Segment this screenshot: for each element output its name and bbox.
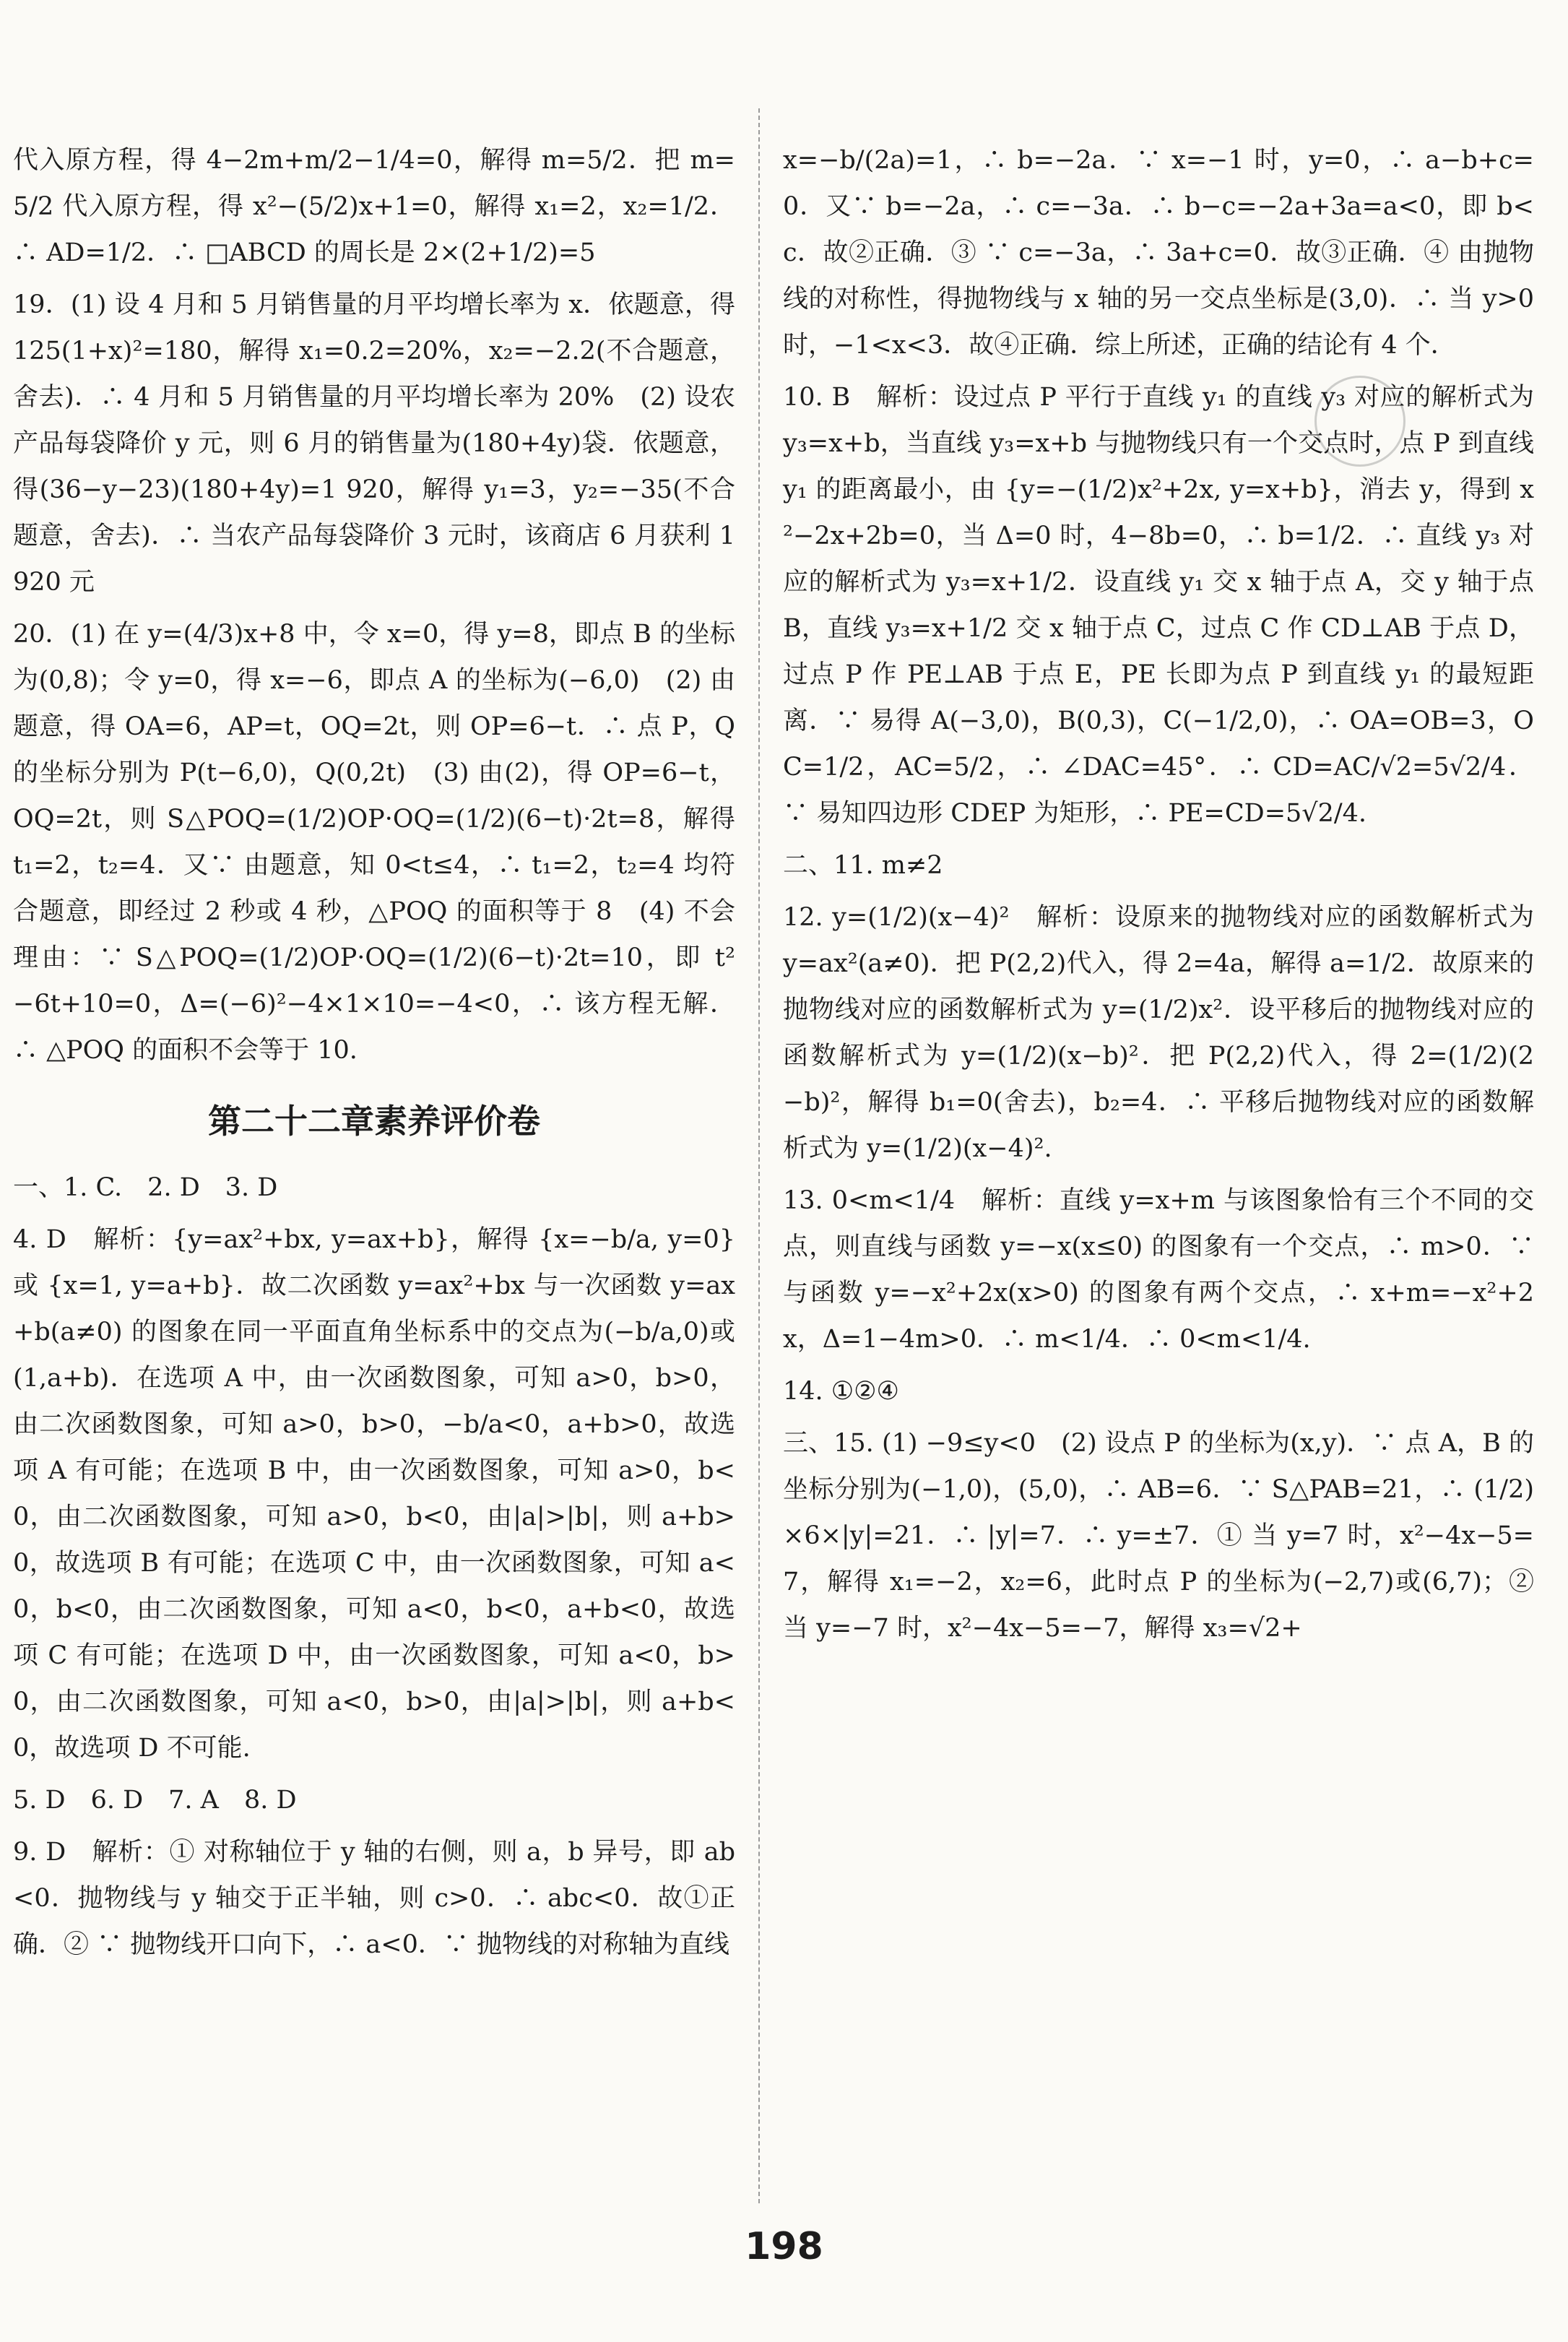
answer-paragraph: 13. 0<m<1/4 解析：直线 y=x+m 与该图象恰有三个不同的交点，则直线与函数 y=−x(x≤0) 的图象有一个交点，∴ m>0．∵ 与函数 y=−x²+2x(x>0) 的图象有两个交点，∴ x+m=−x²+2x，Δ=1−4m>0．∴ m<1/4．∴ 0<m<1/4.: [783, 1186, 1534, 1354]
chapter-heading: 第二十二章素养评价卷: [208, 1102, 540, 1141]
answer-paragraph: 10. B 解析：设过点 P 平行于直线 y₁ 的直线 y₃ 对应的解析式为 y₃=x+b，当直线 y₃=x+b 与抛物线只有一个交点时，点 P 到直线 y₁ 的距离最小，由 {y=−(1/2)x²+2x, y=x+b}，消去 y，得到 x²−2x+2b=0，当 Δ=0 时，4−8b=0，∴ b=1/2．∴ 直线 y₃ 对应的解析式为 y₃=x+1/2．设直线 y₁ 交 x 轴于点 A，交 y 轴于点 B，直线 y₃=x+1/2 交 x 轴于点 C，过点 C 作 CD⊥AB 于点 D，过点 P 作 PE⊥AB 于点 E，PE 长即为点 P 到直线 y₁ 的最短距离．∵ 易得 A(−3,0)，B(0,3)，C(−1/2,0)，∴ OA=OB=3，OC=1/2，AC=5/2，∴ ∠DAC=45°．∴ CD=AC/√2=5√2/4．∵ 易知四边形 CDEP 为矩形，∴ PE=CD=5√2/4.: [783, 383, 1534, 828]
page-number: 198: [745, 2225, 823, 2268]
column-divider: [758, 108, 760, 2203]
answer-paragraph: 4. D 解析：{y=ax²+bx, y=ax+b}，解得 {x=−b/a, y=0} 或 {x=1, y=a+b}．故二次函数 y=ax²+bx 与一次函数 y=ax+b(a≠0) 的图象在同一平面直角坐标系中的交点为(−b/a,0)或(1,a+b)．在选项 A 中，由一次函数图象，可知 a>0，b>0，由二次函数图象，可知 a>0，b>0，−b/a<0，a+b>0，故选项 A 有可能；在选项 B 中，由一次函数图象，可知 a>0，b<0，由二次函数图象，可知 a>0，b<0，由|a|>|b|，则 a+b>0，故选项 B 有可能；在选项 C 中，由一次函数图象，可知 a<0，b<0，由二次函数图象，可知 a<0，b<0，a+b<0，故选项 C 有可能；在选项 D 中，由一次函数图象，可知 a<0，b>0，由二次函数图象，可知 a<0，b>0，由|a|>|b|，则 a+b<0，故选项 D 不可能.: [13, 1225, 735, 1763]
answer-paragraph: 二、11. m≠2: [783, 851, 943, 880]
answer-paragraph: 14. ①②④: [783, 1377, 899, 1406]
answer-paragraph: 一、1. C. 2. D 3. D: [13, 1173, 278, 1202]
left-column: [13, 137, 761, 1974]
answer-paragraph: 12. y=(1/2)(x−4)² 解析：设原来的抛物线对应的函数解析式为 y=ax²(a≠0)．把 P(2,2)代入，得 2=4a，解得 a=1/2．故原来的抛物线对应的函数解析式为 y=(1/2)x²．设平移后的抛物线对应的函数解析式为 y=(1/2)(x−b)²．把 P(2,2)代入，得 2=(1/2)(2−b)²，解得 b₁=0(舍去)，b₂=4．∴ 平移后抛物线对应的函数解析式为 y=(1/2)(x−4)².: [783, 903, 1534, 1163]
answer-paragraph: x=−b/(2a)=1，∴ b=−2a．∵ x=−1 时，y=0，∴ a−b+c=0．又∵ b=−2a，∴ c=−3a．∴ b−c=−2a+3a=a<0，即 b<c．故②正确．③ ∵ c=−3a，∴ 3a+c=0．故③正确．④ 由抛物线的对称性，得抛物线与 x 轴的另一交点坐标是(3,0)．∴ 当 y>0 时，−1<x<3．故④正确．综上所述，正确的结论有 4 个．: [783, 146, 1534, 360]
right-column: [783, 137, 1534, 1657]
answer-paragraph: 20．(1) 在 y=(4/3)x+8 中，令 x=0，得 y=8，即点 B 的坐标为(0,8)；令 y=0，得 x=−6，即点 A 的坐标为(−6,0) (2) 由题意，得 OA=6，AP=t，OQ=2t，则 OP=6−t．∴ 点 P，Q 的坐标分别为 P(t−6,0)，Q(0,2t) (3) 由(2)，得 OP=6−t，OQ=2t，则 S△POQ=(1/2)OP·OQ=(1/2)(6−t)·2t=8，解得 t₁=2，t₂=4．又∵ 由题意，知 0<t≤4，∴ t₁=2，t₂=4 均符合题意，即经过 2 秒或 4 秒，△POQ 的面积等于 8 (4) 不会 理由：∵ S△POQ=(1/2)OP·OQ=(1/2)(6−t)·2t=10，即 t²−6t+10=0，Δ=(−6)²−4×1×10=−4<0，∴ 该方程无解．∴ △POQ 的面积不会等于 10.: [13, 620, 761, 1065]
answer-paragraph: 9. D 解析：① 对称轴位于 y 轴的右侧，则 a，b 异号，即 ab<0．抛物线与 y 轴交于正半轴，则 c>0．∴ abc<0．故①正确．② ∵ 抛物线开口向下，∴ a<0．∵ 抛物线的对称轴为直线: [13, 1838, 735, 1959]
answer-paragraph: 19．(1) 设 4 月和 5 月销售量的月平均增长率为 x．依题意，得 125(1+x)²=180，解得 x₁=0.2=20%，x₂=−2.2(不合题意，舍去)．∴ 4 月和 5 月销售量的月平均增长率为 20% (2) 设农产品每袋降价 y 元，则 6 月的销售量为(180+4y)袋．依题意，得(36−y−23)(180+4y)=1 920，解得 y₁=3，y₂=−35(不合题意，舍去)．∴ 当农产品每袋降价 3 元时，该商店 6 月获利 1 920 元: [13, 290, 735, 597]
answer-paragraph: 三、15. (1) −9≤y<0 (2) 设点 P 的坐标为(x,y)．∵ 点 A，B 的坐标分别为(−1,0)，(5,0)，∴ AB=6．∵ S△PAB=21，∴ (1/2)×6×|y|=21．∴ |y|=7．∴ y=±7．① 当 y=7 时，x²−4x−5=7，解得 x₁=−2，x₂=6，此时点 P 的坐标为(−2,7)或(6,7)；② 当 y=−7 时，x²−4x−5=−7，解得 x₃=√2+: [783, 1429, 1534, 1643]
answer-paragraph: 代入原方程，得 4−2m+m/2−1/4=0，解得 m=5/2．把 m=5/2 代入原方程，得 x²−(5/2)x+1=0，解得 x₁=2，x₂=1/2．∴ AD=1/2．∴ □ABCD 的周长是 2×(2+1/2)=5: [13, 146, 735, 267]
answer-paragraph: 5. D 6. D 7. A 8. D: [13, 1786, 297, 1815]
